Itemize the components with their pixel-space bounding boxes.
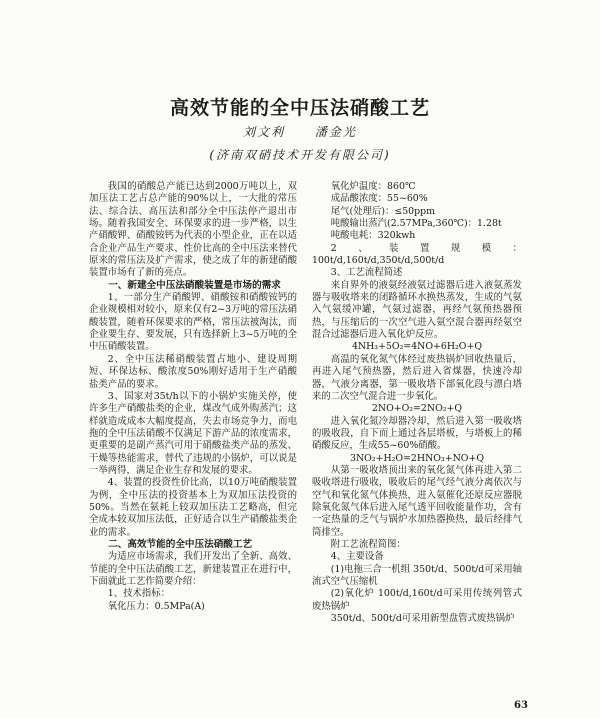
body-paragraph: 2、全中压法稀硝酸装置占地小、建设周期短、环保达标、酸浓度50%刚好适用于生产硝酸盐类产品的要求。	[89, 353, 297, 390]
body-paragraph: 从第一吸收塔顶出来的氧化氮气体再进入第二吸收塔进行吸收，吸收后的尾气经气液分离依次与空气和氧化氮气体换热，进入氨催化还原反应器脱除氧化氮气体后进入尾气透平回收能量作功，含有一定热量的乏气与锅炉水加热器换热，最后经排气筒排空。	[312, 464, 522, 538]
chemical-equation: 2NO+O₂=2NO₂+Q	[371, 403, 463, 415]
body-paragraph: (2)氧化炉 100t/d,160t/d可采用传统列管式废热锅炉	[312, 588, 522, 612]
left-column	[89, 181, 297, 613]
body-paragraph: 吨酸电耗：320kwh	[330, 230, 416, 242]
section-heading: 二、高效节能的全中压法硝酸工艺	[108, 538, 253, 550]
body-paragraph: (1)电拖三合一机组 350t/d、500t/d可采用轴流式空气压缩机	[312, 563, 522, 587]
body-paragraph: 2、装置规模：100t/d,160t/d,350t/d,500t/d	[312, 242, 522, 267]
body-paragraph: 我国的硝酸总产能已达到2000万吨以上，双加压法工艺占总产能的90%以上，一大批的常压法、综合法、高压法和部分全中压法停产退出市场。随着我国安全、环保要求的进一步严格，以生产硝酸钾、硝酸铵钙为代表的小型企业，正在以适合企业产品生产要求、性价比高的全中压法来替代原来的常压法及扩产需求，使之成了年的新建硝酸装置市场有了新的亮点。	[89, 181, 297, 279]
body-paragraph: 尾气(处理后)：≤50ppm	[330, 205, 436, 217]
body-paragraph: 4、主要设备	[330, 551, 384, 563]
body-paragraph: 高温的氧化氮气体经过废热锅炉回收热量后，再进入尾气预热器，然后进入省煤器，快速冷却器，气液分离器，第一吸收塔下部氧化段与漂白塔来的二次空气混合进一步氧化。	[312, 353, 522, 402]
article-title: 高效节能的全中压法硝酸工艺	[169, 97, 430, 119]
body-paragraph: 氧化压力：0.5MPa(A)	[107, 600, 205, 612]
body-paragraph: 附工艺流程简图：	[330, 538, 406, 550]
body-paragraph: 进入氧化氮冷却器冷却，然后进入第一吸收塔的吸收段，自下而上通过各层塔板，与塔板上的稀硝酸反应，生成55~60%硝酸。	[312, 415, 522, 452]
body-paragraph: 1、一部分生产硝酸钾、硝酸铵和硝酸铵钙的企业规模相对较小，原来仅有2~3万吨的常压法硝酸装置，随着环保要求的严格，常压法被淘汰，而企业要生存、要发展，只有选择新上3~5万吨的全中压硝酸装置。	[89, 292, 297, 353]
right-column	[312, 181, 522, 625]
body-paragraph: 3、国家对35t/h以下的小锅炉实施关停，使许多生产硝酸盐类的企业，煤改气成外购蒸汽；这样就造成成本大幅度提高，失去市场竞争力，而电拖的全中压法硝酸不仅满足下游产品的浓度需求，更重要的是副产蒸汽可用于硝酸盐类产品的蒸发、干燥等热能需求，替代了违规的小锅炉，可以说是一举两得，满足企业生存和发展的要求。	[89, 390, 297, 476]
body-paragraph: 来自界外的液氨经液氨过滤器后进入液氨蒸发器与吸收塔来的闭路循环水换热蒸发，生成的气氨入气氨缓冲罐，气氨过滤器，再经气氨预热器预热，与压缩后的一次空气进入氨空混合器再经氨空混合过滤器后进入氧化炉反应。	[312, 279, 522, 341]
article-authors: 刘文利 潘金光	[243, 125, 357, 139]
page-number: 63	[514, 700, 528, 711]
body-paragraph: 为适应市场需求，我们开发出了全新、高效、节能的全中压法硝酸工艺，新建装置正在进行中，下面就此工艺作简要介绍：	[89, 551, 297, 587]
chemical-equation: 4NH₃+5O₂=4NO+6H₂O+Q	[351, 341, 483, 353]
chemical-equation: 3NO₂+H₂O=2HNO₃+NO+Q	[349, 452, 484, 464]
body-paragraph: 3、工艺流程简述	[330, 267, 403, 279]
body-paragraph: 350t/d、500t/d可采用新型盘管式废热锅炉	[330, 613, 515, 625]
section-heading: 一、新建全中压法硝酸装置是市场的需求	[108, 279, 281, 291]
body-paragraph: 1、技术指标：	[107, 588, 171, 600]
body-paragraph: 成品酸浓度：55~60%	[330, 193, 428, 205]
article-affiliation: (济南双硝技术开发有限公司)	[209, 148, 391, 162]
body-paragraph: 4、装置的投资性价比高，以10万吨硝酸装置为例，全中压法的投资基本上为双加压法投资的50%。当然在氨耗上较双加压法工艺略高，但完全成本较双加压法低，正好适合以生产硝酸盐类企业的需求。	[89, 477, 297, 538]
body-paragraph: 氧化炉温度：860℃	[330, 181, 416, 192]
body-paragraph: 吨酸输出蒸汽(2.57MPa,360℃)：1.28t	[330, 218, 502, 230]
